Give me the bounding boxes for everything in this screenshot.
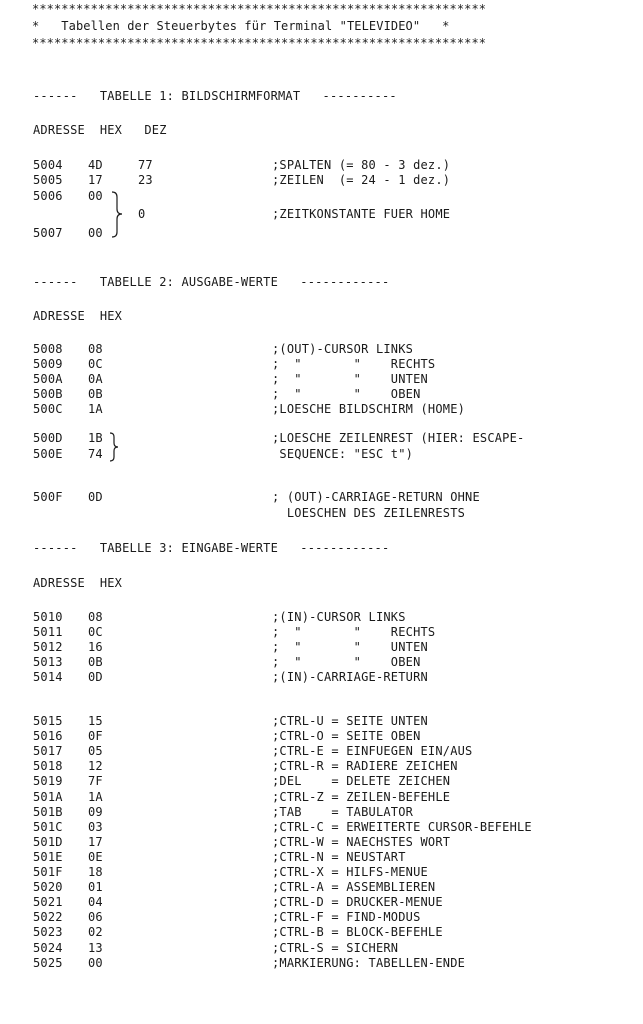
table3-row-comment: ;CTRL-S = SICHERN — [272, 940, 399, 955]
table3-row-hex: 0C — [88, 625, 103, 639]
table2-cr-comment-1: ; (OUT)-CARRIAGE-RETURN OHNE — [272, 490, 480, 504]
header-stars-bottom: ************************************************************** — [32, 36, 487, 50]
table1-row-comment: ;ZEILEN (= 24 - 1 dez.) — [272, 173, 451, 187]
table1-home-hex1: 00 — [88, 189, 103, 203]
table3-row-comment: ;(IN)-CURSOR LINKS — [272, 610, 406, 624]
table3-row-hex: 0F — [88, 729, 103, 744]
table3-row-addr: 501D — [33, 834, 63, 849]
table1-home-addr2: 5007 — [33, 226, 63, 240]
table3-row-comment: ;CTRL-A = ASSEMBLIEREN — [272, 880, 436, 895]
table3-row-hex: 7F — [88, 774, 103, 789]
table1-columns: ADRESSE HEX DEZ — [33, 123, 167, 137]
table3-row-hex: 1A — [88, 789, 103, 804]
table3-row-comment: ;CTRL-E = EINFUEGEN EIN/AUS — [272, 744, 473, 759]
table3-row-hex: 05 — [88, 744, 103, 759]
table3-row-hex: 09 — [88, 804, 103, 819]
table3-row-addr: 5025 — [33, 955, 63, 970]
table3-row-comment: ;(IN)-CARRIAGE-RETURN — [272, 670, 428, 684]
table3-row-hex: 02 — [88, 925, 103, 940]
table2-esc-brace — [108, 431, 120, 463]
table3-row-hex: 00 — [88, 955, 103, 970]
table3-row-addr: 501F — [33, 865, 63, 879]
header-title: * Tabellen der Steuerbytes für Terminal "TELEVIDEO" * — [32, 19, 450, 33]
table3-row-hex: 08 — [88, 610, 103, 624]
table3-row-comment: ;CTRL-R = RADIERE ZEICHEN — [272, 759, 458, 774]
table2-columns: ADRESSE HEX — [33, 309, 123, 323]
table3-row-hex: 13 — [88, 940, 103, 955]
table3-row-comment: ;CTRL-C = ERWEITERTE CURSOR-BEFEHLE — [272, 819, 532, 834]
table3-row-comment: ;CTRL-W = NAECHSTES WORT — [272, 834, 451, 849]
table3-columns: ADRESSE HEX — [33, 576, 123, 590]
table3-row-comment: ;MARKIERUNG: TABELLEN-ENDE — [272, 955, 466, 970]
table2-row-comment: ; " " RECHTS — [272, 357, 436, 371]
table2-row-comment: ;(OUT)-CURSOR LINKS — [272, 342, 414, 356]
table3-row-addr: 5021 — [33, 895, 63, 910]
table3-row-comment: ; " " OBEN — [272, 655, 421, 669]
table3-row-addr: 5020 — [33, 880, 63, 895]
table3-row-addr: 5014 — [33, 670, 63, 684]
table2-row-addr: 500B — [33, 387, 63, 401]
table3-row-addr: 5019 — [33, 774, 63, 789]
table1-heading: ------ TABELLE 1: BILDSCHIRMFORMAT ---------- — [33, 89, 397, 103]
header-stars-top: ************************************************************** — [32, 2, 487, 16]
table1-row-dez: 77 — [138, 158, 153, 172]
table3-row-hex: 0B — [88, 655, 103, 669]
table2-row-addr: 500C — [33, 402, 63, 416]
table1-row-comment: ;SPALTEN (= 80 - 3 dez.) — [272, 158, 451, 172]
table3-row-addr: 501C — [33, 819, 63, 834]
table3-row-hex: 12 — [88, 759, 103, 774]
table2-cr-comment-2: LOESCHEN DES ZEILENRESTS — [272, 506, 466, 520]
table2-cr-addr: 500F — [33, 490, 63, 504]
table3-row-addr: 5011 — [33, 625, 63, 639]
table1-row-dez: 23 — [138, 173, 153, 187]
table1-home-dez: 0 — [138, 207, 146, 221]
table2-row-addr: 500A — [33, 372, 63, 386]
table3-row-comment: ;CTRL-B = BLOCK-BEFEHLE — [272, 925, 443, 940]
table2-esc-addr1: 500D — [33, 431, 63, 445]
table2-row-comment: ; " " UNTEN — [272, 372, 428, 386]
table3-row-addr: 5017 — [33, 744, 63, 759]
table1-home-brace — [110, 190, 124, 240]
table3-row-addr: 5018 — [33, 759, 63, 774]
table3-row-comment: ;CTRL-F = FIND-MODUS — [272, 910, 421, 925]
table3-row-hex: 16 — [88, 640, 103, 654]
table3-row-addr: 501A — [33, 789, 63, 804]
table2-esc-addr2: 500E — [33, 447, 63, 461]
table2-heading: ------ TABELLE 2: AUSGABE-WERTE ------------ — [33, 275, 390, 289]
table1-row-hex: 4D — [88, 158, 103, 172]
table3-row-comment: ;CTRL-Z = ZEILEN-BEFEHLE — [272, 789, 451, 804]
table1-row-addr: 5005 — [33, 173, 63, 187]
table2-row-hex: 0A — [88, 372, 103, 386]
table3-row-comment: ;CTRL-U = SEITE UNTEN — [272, 714, 428, 728]
table2-esc-hex2: 74 — [88, 447, 103, 461]
table1-home-comment: ;ZEITKONSTANTE FUER HOME — [272, 207, 451, 221]
table3-row-addr: 501E — [33, 849, 63, 864]
table3-row-hex: 18 — [88, 865, 103, 879]
table3-row-addr: 5016 — [33, 729, 63, 744]
table3-row-addr: 5015 — [33, 714, 63, 728]
table2-row-hex: 1A — [88, 402, 103, 416]
table3-row-hex: 17 — [88, 834, 103, 849]
table3-row-comment: ;CTRL-D = DRUCKER-MENUE — [272, 895, 443, 910]
table3-row-addr: 501B — [33, 804, 63, 819]
table3-row-comment: ;CTRL-X = HILFS-MENUE — [272, 865, 428, 879]
table3-row-comment: ; " " RECHTS — [272, 625, 436, 639]
table3-row-addr: 5010 — [33, 610, 63, 624]
table3-row-hex: 15 — [88, 714, 103, 728]
table2-row-comment: ;LOESCHE BILDSCHIRM (HOME) — [272, 402, 466, 416]
table1-row-addr: 5004 — [33, 158, 63, 172]
table3-row-addr: 5024 — [33, 940, 63, 955]
table1-home-addr1: 5006 — [33, 189, 63, 203]
table1-row-hex: 17 — [88, 173, 103, 187]
table2-row-addr: 5009 — [33, 357, 63, 371]
table2-row-comment: ; " " OBEN — [272, 387, 421, 401]
table2-row-hex: 08 — [88, 342, 103, 356]
table2-row-addr: 5008 — [33, 342, 63, 356]
table3-row-comment: ;CTRL-N = NEUSTART — [272, 849, 406, 864]
table3-row-hex: 0E — [88, 849, 103, 864]
table3-row-hex: 04 — [88, 895, 103, 910]
table3-row-hex: 03 — [88, 819, 103, 834]
table3-row-addr: 5012 — [33, 640, 63, 654]
table3-row-addr: 5013 — [33, 655, 63, 669]
table3-row-addr: 5022 — [33, 910, 63, 925]
table3-row-comment: ;CTRL-O = SEITE OBEN — [272, 729, 421, 744]
table2-esc-comment-1: ;LOESCHE ZEILENREST (HIER: ESCAPE- — [272, 431, 525, 445]
table1-home-hex2: 00 — [88, 226, 103, 240]
table3-row-comment: ;TAB = TABULATOR — [272, 804, 414, 819]
table3-row-hex: 0D — [88, 670, 103, 684]
table3-heading: ------ TABELLE 3: EINGABE-WERTE ------------ — [33, 541, 390, 555]
table3-row-addr: 5023 — [33, 925, 63, 940]
table3-row-hex: 06 — [88, 910, 103, 925]
table3-row-hex: 01 — [88, 880, 103, 895]
table2-row-hex: 0C — [88, 357, 103, 371]
table2-esc-comment-2: SEQUENCE: "ESC t") — [272, 447, 414, 461]
table2-cr-hex: 0D — [88, 490, 103, 504]
table3-row-comment: ;DEL = DELETE ZEICHEN — [272, 774, 451, 789]
table2-esc-hex1: 1B — [88, 431, 103, 445]
table3-row-comment: ; " " UNTEN — [272, 640, 428, 654]
table2-row-hex: 0B — [88, 387, 103, 401]
